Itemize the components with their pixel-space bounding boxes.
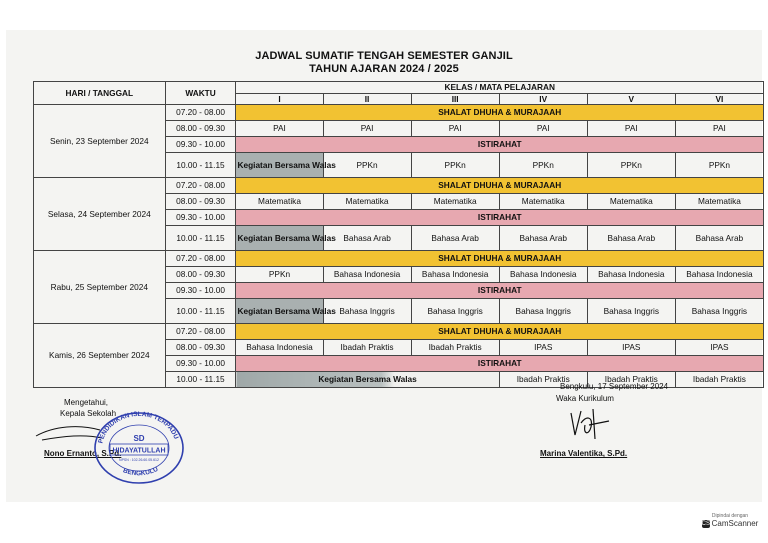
- watermark-logo: [699, 519, 761, 528]
- subject-cell: Ibadah Praktis: [587, 372, 675, 388]
- time-cell: 07.20 - 08.00: [165, 178, 236, 194]
- time-cell: 10.00 - 11.15: [165, 226, 236, 251]
- prayer-row-cell: SHALAT DHUHA & MURAJAAH: [236, 105, 764, 121]
- subject-cell: PAI: [499, 121, 587, 137]
- subject-cell: Ibadah Praktis: [675, 372, 763, 388]
- activity-cell: Kegiatan Bersama Walas: [236, 372, 499, 388]
- subject-cell: Matematika: [323, 194, 411, 210]
- sign-left-line2: Kepala Sekolah: [60, 409, 117, 418]
- time-cell: 08.00 - 09.30: [165, 194, 236, 210]
- header-class: V: [587, 94, 675, 105]
- table-row: [34, 324, 764, 340]
- subject-cell: Ibadah Praktis: [323, 340, 411, 356]
- header-class: I: [236, 94, 323, 105]
- subject-cell: Bahasa Arab: [587, 226, 675, 251]
- watermark-brand: CamScanner: [711, 519, 759, 528]
- subject-cell: Bahasa Indonesia: [587, 267, 675, 283]
- time-cell: 09.30 - 10.00: [165, 356, 236, 372]
- subject-cell: PPKn: [499, 153, 587, 178]
- subject-cell: Ibadah Praktis: [411, 340, 499, 356]
- time-cell: 08.00 - 09.30: [165, 121, 236, 137]
- day-cell: Rabu, 25 September 2024: [34, 251, 166, 324]
- subject-cell: IPAS: [499, 340, 587, 356]
- header-time: WAKTU: [165, 82, 236, 105]
- document-title: JADWAL SUMATIF TENGAH SEMESTER GANJIL: [255, 50, 513, 62]
- sign-left-line1: Mengetahui,: [64, 398, 109, 407]
- subject-cell: Bahasa Indonesia: [236, 340, 323, 356]
- subject-cell: Bahasa Inggris: [411, 299, 499, 324]
- subject-cell: Bahasa Inggris: [323, 299, 411, 324]
- watermark-top-text: Dipindai dengan: [711, 513, 749, 519]
- camscanner-watermark: [699, 513, 761, 535]
- subject-cell: PPKn: [411, 153, 499, 178]
- activity-cell: Kegiatan Bersama Walas: [236, 226, 323, 251]
- subject-cell: Bahasa Arab: [411, 226, 499, 251]
- break-row-cell: ISTIRAHAT: [236, 137, 764, 153]
- svg-text:BENGKULU: [122, 466, 160, 478]
- activity-cell: Kegiatan Bersama Walas: [236, 299, 323, 324]
- time-cell: 07.20 - 08.00: [165, 105, 236, 121]
- subject-cell: Ibadah Praktis: [499, 372, 587, 388]
- time-cell: 09.30 - 10.00: [165, 137, 236, 153]
- time-cell: 08.00 - 09.30: [165, 340, 236, 356]
- header-kelas: KELAS / MATA PELAJARAN: [236, 82, 764, 94]
- break-row-cell: ISTIRAHAT: [236, 283, 764, 299]
- prayer-row-cell: SHALAT DHUHA & MURAJAAH: [236, 324, 764, 340]
- day-cell: Selasa, 24 September 2024: [34, 178, 166, 251]
- subject-cell: Matematika: [236, 194, 323, 210]
- header-class: III: [411, 94, 499, 105]
- subject-cell: PPKn: [236, 267, 323, 283]
- time-cell: 07.20 - 08.00: [165, 324, 236, 340]
- subject-cell: Bahasa Arab: [675, 226, 763, 251]
- subject-cell: Bahasa Indonesia: [411, 267, 499, 283]
- table-row: [34, 105, 764, 121]
- subject-cell: PPKn: [675, 153, 763, 178]
- break-row-cell: ISTIRAHAT: [236, 356, 764, 372]
- prayer-row-cell: SHALAT DHUHA & MURAJAAH: [236, 178, 764, 194]
- subject-cell: Matematika: [675, 194, 763, 210]
- time-cell: 08.00 - 09.30: [165, 267, 236, 283]
- stamp-npsn: NPSN : 102.26.60.05.612: [119, 458, 159, 462]
- sign-right-name: Marina Valentika, S.Pd.: [540, 449, 628, 458]
- subject-cell: PPKn: [323, 153, 411, 178]
- subject-cell: IPAS: [587, 340, 675, 356]
- subject-cell: Bahasa Arab: [323, 226, 411, 251]
- subject-cell: Bahasa Indonesia: [323, 267, 411, 283]
- subject-cell: PAI: [411, 121, 499, 137]
- time-cell: 09.30 - 10.00: [165, 283, 236, 299]
- time-cell: 10.00 - 11.15: [165, 299, 236, 324]
- subject-cell: Matematika: [587, 194, 675, 210]
- subject-cell: Bahasa Inggris: [587, 299, 675, 324]
- subject-cell: PAI: [323, 121, 411, 137]
- school-stamp: [92, 408, 186, 484]
- stamp-name: HIDAYATULLAH: [112, 447, 166, 455]
- table-row: [34, 178, 764, 194]
- header-class: IV: [499, 94, 587, 105]
- table-row: [34, 251, 764, 267]
- subject-cell: Bahasa Indonesia: [499, 267, 587, 283]
- prayer-row-cell: SHALAT DHUHA & MURAJAAH: [236, 251, 764, 267]
- day-cell: Kamis, 26 September 2024: [34, 324, 166, 388]
- break-row-cell: ISTIRAHAT: [236, 210, 764, 226]
- header-class: VI: [675, 94, 763, 105]
- time-cell: 07.20 - 08.00: [165, 251, 236, 267]
- schedule-table: [33, 81, 764, 388]
- stamp-city: BENGKULU: [121, 465, 160, 478]
- subject-cell: IPAS: [675, 340, 763, 356]
- subject-cell: PAI: [236, 121, 323, 137]
- subject-cell: Bahasa Arab: [499, 226, 587, 251]
- time-cell: 10.00 - 11.15: [165, 372, 236, 388]
- subject-cell: PPKn: [587, 153, 675, 178]
- signature-right-scribble: [565, 405, 613, 445]
- subject-cell: PAI: [587, 121, 675, 137]
- stamp-ring-top: PENDIDIKAN ISLAM TERPADU: [97, 410, 180, 445]
- sign-left-name: Nono Ernanto, S.Pd.: [44, 449, 122, 458]
- time-cell: 09.30 - 10.00: [165, 210, 236, 226]
- sign-right-date: Bengkulu, 17 September 2024: [560, 382, 669, 391]
- subject-cell: PAI: [675, 121, 763, 137]
- header-class: II: [323, 94, 411, 105]
- subject-cell: Matematika: [411, 194, 499, 210]
- camscanner-icon: CS: [701, 520, 710, 527]
- subject-cell: Bahasa Inggris: [675, 299, 763, 324]
- stamp-school: SD: [133, 434, 145, 443]
- header-day: HARI / TANGGAL: [34, 82, 166, 105]
- activity-cell: Kegiatan Bersama Walas: [236, 153, 323, 178]
- document-subtitle: TAHUN AJARAN 2024 / 2025: [309, 63, 459, 75]
- time-cell: 10.00 - 11.15: [165, 153, 236, 178]
- sign-right-line2: Waka Kurikulum: [556, 394, 614, 403]
- subject-cell: Matematika: [499, 194, 587, 210]
- subject-cell: Bahasa Indonesia: [675, 267, 763, 283]
- day-cell: Senin, 23 September 2024: [34, 105, 166, 178]
- subject-cell: Bahasa Inggris: [499, 299, 587, 324]
